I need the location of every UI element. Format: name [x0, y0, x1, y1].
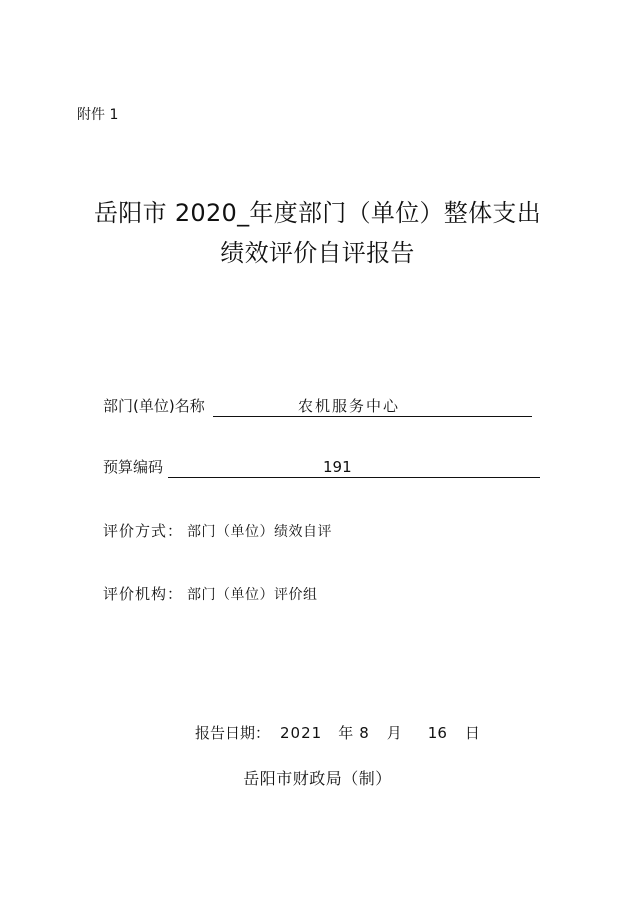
- report-date-day-unit: 日: [464, 724, 480, 742]
- eval-method-line: [103, 521, 332, 542]
- report-date-month: 8: [359, 724, 369, 742]
- eval-org-line: [103, 584, 318, 605]
- report-title-line-1: 岳阳市 2020_年度部门（单位）整体支出: [93, 199, 541, 227]
- budget-code-value: 191: [323, 458, 352, 476]
- report-title-line-2: 绩效评价自评报告: [220, 239, 415, 267]
- report-date-line: [195, 723, 480, 743]
- report-date-year: 2021: [280, 724, 323, 742]
- eval-method-label: 评价方式：: [103, 522, 184, 540]
- eval-method-value: 部门（单位）绩效自评: [187, 524, 333, 540]
- eval-org-value: 部门（单位）评价组: [187, 587, 318, 603]
- report-date-label: 报告日期：: [195, 724, 271, 742]
- eval-org-label: 评价机构：: [103, 585, 184, 603]
- dept-name-field: [213, 396, 532, 417]
- report-date-day: 16: [427, 724, 447, 742]
- report-date-month-unit: 月: [386, 724, 402, 742]
- dept-name-label: 部门(单位)名称: [103, 397, 205, 415]
- report-date-year-unit: 年: [338, 724, 354, 742]
- attachment-label: 附件 1: [77, 107, 119, 123]
- budget-code-label: 预算编码: [103, 458, 164, 476]
- budget-code-field: [168, 457, 540, 478]
- dept-name-value: 农机服务中心: [298, 397, 401, 415]
- issuer-line: 岳阳市财政局（制）: [243, 769, 392, 788]
